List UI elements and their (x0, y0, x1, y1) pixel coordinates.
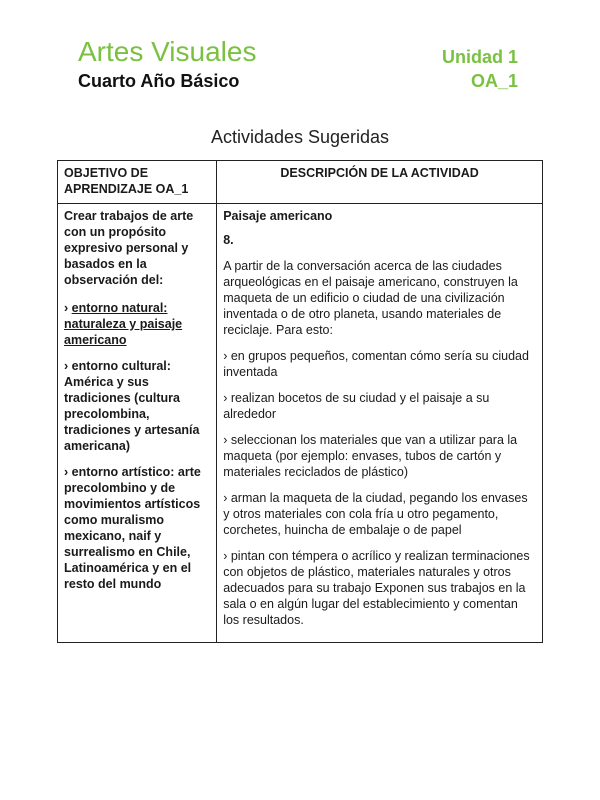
objective-item-artistic (64, 464, 210, 592)
unit-label: Unidad 1 (441, 47, 518, 67)
activity-step: › arman la maqueta de la ciudad, pegando los envases y otros materiales con cola fría u otro pegamento, corchetes, huincha de embalaje o de papel (223, 491, 528, 537)
title-block (78, 36, 256, 92)
bullet-prefix: › (64, 465, 72, 479)
activity-step: › realizan bocetos de su ciudad y el paisaje a su alrededor (223, 391, 490, 421)
table-header-row (58, 161, 543, 204)
bullet-prefix: › (64, 359, 72, 373)
activity-title: Paisaje americano (223, 209, 333, 223)
activity-step: › seleccionan los materiales que van a utilizar para la maqueta (por ejemplo: envases, tubos de cartón y materiales reciclados de plástico) (223, 433, 518, 479)
objective-column-header: OBJETIVO DE APRENDIZAJE OA_1 (58, 161, 217, 204)
oa-label: OA_1 (470, 71, 518, 91)
activity-column-header: DESCRIPCIÓN DE LA ACTIVIDAD (217, 161, 543, 204)
activity-step: › en grupos pequeños, comentan cómo sería su ciudad inventada (223, 349, 529, 379)
objective-item-cultural (64, 358, 210, 454)
objective-item-cultural-text: entorno cultural: América y sus tradiciones (cultura precolombina, tradiciones y artesanía americana) (64, 359, 200, 453)
activity-step: › pintan con témpera o acrílico y realizan terminaciones con objetos de plástico, materiales naturales y otros adecuados para su trabajo Exponen sus trabajos en la sala o en algún lugar del establecimiento y comentan los resultados. (223, 549, 530, 627)
section-title: Actividades Sugeridas (210, 127, 390, 147)
grade-subtitle: Cuarto Año Básico (78, 71, 240, 91)
objective-intro: Crear trabajos de arte con un propósito expresivo personal y basados en la observación del: (64, 209, 194, 287)
table-row (58, 204, 543, 643)
activity-cell (217, 204, 543, 643)
objective-cell (58, 204, 217, 643)
objective-item-artistic-text: entorno artístico: arte precolombino y de movimientos artísticos como muralismo mexicano, naif y surrealismo en Chile, Latinoamérica y en el resto del mundo (64, 465, 201, 591)
objective-item-natural-text: entorno natural: naturaleza y paisaje americano (64, 301, 183, 347)
unit-block (442, 46, 518, 92)
activity-intro: A partir de la conversación acerca de las ciudades arqueológicas en el paisaje americano, construyen la maqueta de un edificio o ciudad de una civilización inventada o de otro planeta, usando materiales de reciclaje. Para esto: (223, 259, 518, 337)
activities-table (57, 160, 543, 643)
activity-number: 8. (223, 233, 234, 247)
subject-title: Artes Visuales (78, 36, 257, 67)
objective-item-natural (64, 300, 210, 348)
bullet-prefix: › (64, 301, 72, 315)
